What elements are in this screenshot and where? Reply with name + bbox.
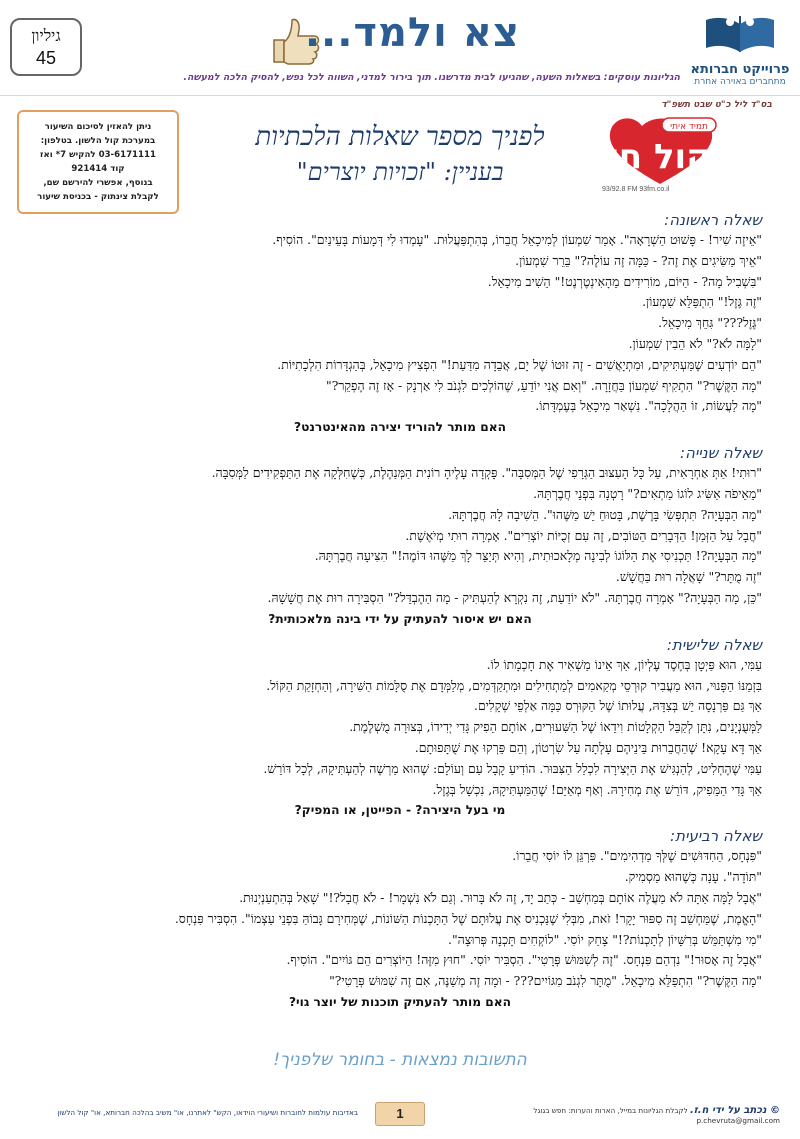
section-question: האם יש איסור להעתיק על ידי בינה מלאכותית?: [268, 611, 532, 626]
heading-line-2: בעניין: "זכויות יוצרים": [296, 158, 504, 186]
text-line: בִּזְמַנּוֹ הַפָּנוּי, הוּא מַעֲבִיר קוּרְסֵי מְקַאמִים לְמַתְחִילִים וּמִתְקַדְּמִים, מְלַמְּדָם אֶת סֻלָּמוֹת הַשִּׁירָה, וְהַחְזָקַת הַקּוֹל.: [266, 677, 762, 693]
kol-chai-name: קול חי: [608, 137, 712, 177]
text-line: "כֵּן, מָה הַבְּעָיָה?" אָמְרָה חֲבֶרְתָּהּ. "לֹא יוֹדַעַת, זֶה נִקְרָא לְהַעְתִּיק - מָה הַהֶבְדֵּל?" הִסְבִּירָה רוּת אֶת חֲשָׁשָׁהּ.: [267, 589, 762, 605]
text-line: "מָה לַעֲשׂוֹת, זוֹ הַהֲלָכָה". נִשְׁאַר מִיכָאֵל בְּעֶמְדָּתוֹ.: [535, 398, 762, 414]
text-line: "פִּנְחָס, הַחִדּוּשִׁים שֶׁלְּךָ מַדְהִימִים". פִּרְגֵּן לוֹ יוֹסִי חֲבֵרוֹ.: [512, 848, 762, 864]
text-line: עַמִּי שֶׁהֶחְלִיט, לְהַנְגִּישׁ אֶת הַיְּצִירָה לִכְלַל הַצִּבּוּר. הוֹדִיעַ קָבָל עַם וְעוֹלָם: שֶׁהוּא מַרְשֶׁה לְהַעְתִּיקָהּ, לְכָל דּוֹרֵשׁ.: [263, 760, 762, 776]
text-line: "הֵם יוֹדְעִים שֶׁמַּעְתִּיקִים, וּמִתְיָאֲשִׁים - זֶה זוּטוֹ שֶׁל יָם, אֲבֵדָה מִדַּעַת!" הִפְצִיץ מִיכָאֵל, בְּהַגְדָּרוֹת הִלְכָתִיּוֹת.: [277, 356, 762, 372]
section-question: האם מותר להוריד יצירה מהאינטרנט?: [294, 420, 506, 435]
text-line: "מָה הַבְּעָיָה?! תַּכְנִיסִי אֶת הַלּוֹגוֹ לְבִינָה מְלָאכוּתִית, וְהִיא תְּיַצֵּר לָךְ מַשֶּׁהוּ דּוֹמֶה!" הִצִּיעָה חֲבֶרְתָּהּ.: [314, 548, 762, 564]
question-section-1: [38, 210, 762, 437]
audio-info-box: [17, 110, 179, 214]
text-line: "תּוֹדָה". עָנָה כְּשֶׁהוּא מַסְמִיק.: [624, 869, 762, 885]
question-section-3: [38, 635, 762, 821]
footer: [0, 1100, 800, 1139]
text-line: אַךְ גַּם פַּרְנָסָה יֵשׁ בְּצִדָּהּ, עֲלוּתוֹ שֶׁל הַקּוּרְס כַּמָּה אַלְפֵי שְׁקָלִים.: [474, 698, 762, 714]
text-line: "אֵיךְ מַשִּׂיגִים אֶת זֶה? - כַּמָּה זֶה עוֹלֶה?" בֵּרֵר שִׁמְעוֹן.: [515, 252, 762, 268]
text-line: "מָה הַקֶּשֶׁר?" הִתְפַּלֵּא מִיכָאֵל. "מֻתָּר לִגְנֹב מִגּוֹיִים??? - וּמָה זֶה מְשַׁנֶּה, אִם זֶה שִׁמּוּשׁ פְּרָטִי?": [329, 973, 762, 989]
text-line: "אֲבָל זֶה אָסוּר!" נִדְהַם פִּנְחָס. "זֶה לְשִׁמּוּשׁ פְּרָטִי". הִסְבִּיר יוֹסִי. "חוּץ מִזֶּה! הַיּוֹצְרִים הֵם גּוֹיִים". הוֹסִיף.: [286, 952, 762, 968]
text-line: "גֶּזֶל???" גִּחֵךְ מִיכָאֵל.: [658, 315, 762, 331]
issue-number: 45: [35, 48, 57, 68]
answers-note: התשובות נמצאות - בחומר שלפניך!: [273, 1050, 527, 1070]
text-line: "זֶה מֻתָּר?" שָׁאֲלָה רוּת בַּחֲשָׁשׁ.: [615, 569, 762, 585]
text-line: "מָה הַבְּעָיָה? תִּתְפְּשִׂי בָּרֶשֶׁת, בָּטוּחַ יֵשׁ מַשֶּׁהוּ". הֵשִׁיבָה לָהּ חֲבֶרְתָּהּ.: [448, 506, 762, 522]
heading-line-1: לפניך מספר שאלות הלכתיות: [255, 122, 545, 152]
header: [0, 0, 800, 96]
text-line: לַמְּעֻנְיָנִים, נִתָּן לְקַבֵּל הַקְלָטוֹת וִידֵאוֹ שֶׁל הַשִּׁעוּרִים, אוֹתָם הֵפִיק גָּדִי יְדִידוֹ, בְּצוּרָה מֻשְׁלֶמֶת.: [349, 719, 762, 735]
issue-label: גיליון: [31, 26, 61, 45]
text-line: עַמִּי, הוּא פַּיְטָן בְּחֶסֶד עֶלְיוֹן, אַךְ אֵינוֹ מַשְׁאִיר אֶת חָכְמָתוֹ לוֹ.: [486, 656, 762, 672]
question-section-2: [38, 443, 762, 629]
section-question: האם מותר להעתיק תוכנות של יוצר גוי?: [288, 994, 512, 1009]
kol-chai-logo: [602, 112, 720, 198]
header-subtitle: הגליונות עוסקים: בשאלות השעה, שהגיעו לבית מדרשנו. תוך בירור למדני, השווה לכל נפש, להסיק הלכה למעשה.: [183, 72, 680, 83]
kol-chai-heart-icon: [602, 112, 720, 186]
open-book-icon: [702, 12, 778, 56]
section-title: שאלה שנייה:: [680, 444, 762, 463]
footer-copyright: [450, 1106, 780, 1126]
text-line: "אֵיזֶה שִׁיר! - פָּשׁוּט הַשְׁרָאָה". אָמַר שִׁמְעוֹן לְמִיכָאֵל חֲבֵרוֹ, בְּהִתְפַּעֲלוּת. "עָמְדוּ לִי דְּמָעוֹת בָּעֵינַיִם". הוֹסִיף.: [272, 232, 762, 247]
text-line: "חֲבָל עַל הַזְּמַן! הַדְּבָרִים הַטּוֹבִים, זֶה עִם זְכֻיּוֹת יוֹצְרִים". אָמְרָה רוּתִי מְיֹאֶשֶׁת.: [405, 527, 762, 543]
section-question: מי בעל היצירה? - הפייטן, או המפיק?: [294, 803, 506, 818]
page-number: 1: [375, 1102, 425, 1126]
chevruta-logo: [690, 12, 790, 90]
info-line: במערכת קול הלשון. בטלפון:: [40, 136, 156, 146]
text-line: "הָאֱמֶת, שֶׁמַּחְשֵׁב זֶה סִפּוּר יָקָר! זֹאת, מִבְּלִי שֶׁנַּכְנִיס אֶת עֲלוּתָם שֶׁל הַתָּכְנוֹת הַשּׁוֹנוֹת, שֶׁמְּחִירָם גָּבוֹהַּ בִּפְנֵי עַצְמוֹ". הִסְבִּיר פִּנְחָס.: [174, 910, 762, 926]
text-line: "זֶה גֶּזֶל!" הִתְפַּלֵּא שִׁמְעוֹן.: [642, 294, 762, 310]
logo-name: פרוייקט חברותא: [690, 62, 790, 77]
text-line: "רוּתִי! אַתְּ אַחְרָאִית, עַל כָּל הָעִצּוּב הַגְּרָפִי שֶׁל הַמְּסִבָּה". פָּקְדָה עָלֶיהָ רוֹנִית הַמְּנַהֶלֶת, כְּשֶׁחִלְּקָה אֶת הַתַּפְקִידִים לַמְּסִבָּה.: [211, 465, 762, 481]
section-title: שאלה שלישית:: [666, 635, 762, 654]
copyright-contact[interactable]: לקבלת הגליונות במייל, הארות והערות: חפש בגוגל p.chevruta@gmail.com: [533, 1106, 780, 1125]
text-line: "מֵאֵיפֹה אַשִּׂיג לוֹגוֹ מַתְאִים?" רָטְנָה בִּפְנֵי חֲבֶרְתָּהּ.: [533, 485, 762, 501]
kol-chai-slogan: תמיד איתי: [670, 122, 708, 132]
footer-links[interactable]: באדיבות עולמות לחוברות ושיעורי הוידאו, הקש" לאתרנו, או" משיב בהלכה חברותא, או" קול הלשון: [57, 1108, 358, 1117]
text-line: "מָה הַקֶּשֶׁר?" הִתְקִיף שִׁמְעוֹן בַּחֲזָרָה. "וְאִם אֲנִי יוֹדֵעַ, שֶׁהוֹלְכִים לִגְנֹב לִי אַרְנָק - אָז זֶה הֶפְקֵר?": [326, 377, 762, 393]
text-line: אַךְ גָּדִי הַמֵּפִיק, דּוֹרֵשׁ אֶת מְחִירָהּ. וְאַף מְאַיֵּם! שֶׁהַמַּעְתִּיקָהּ, נִכְשָׁל בְּגֶזֶל.: [432, 781, 762, 797]
question-section-4: [38, 826, 762, 1012]
main-heading: [220, 120, 580, 190]
section-title: שאלה רביעית:: [670, 827, 762, 846]
logo-tagline: מתחברים באוירה אחרת: [694, 77, 786, 87]
questions-content: [38, 204, 762, 1018]
copyright-author: © נכתב על ידי ח.ז.: [690, 1105, 780, 1116]
title-area: [260, 8, 520, 70]
info-line: 03-6171111 להקיש 7* ואז: [40, 150, 156, 160]
issue-badge: [10, 18, 82, 76]
text-line: "לָמָּה לֹא?" לֹא הֵבִין שִׁמְעוֹן.: [628, 335, 762, 351]
section-title: שאלה ראשונה:: [664, 211, 762, 229]
text-line: "בִּשְׁבִיל מָה? - הַיּוֹם, מוֹרִידִים מֵהָאִינְטֶרְנֶט!" הֵשִׁיב מִיכָאֵל.: [487, 273, 762, 289]
text-line: "אֲבָל לָמָּה אַתָּה לֹא מַעֲלֶה אוֹתָם בְּמַחְשֵׁב - כְּתַב יָד, זֶה לֹא בָּרוּר. וְגַם לֹא נִשְׁמָר! - לֹא חֲבָל?!" שָׁאַל בְּהִתְעַנְיְנוּת.: [239, 889, 762, 905]
info-line: קוד 921414: [71, 164, 125, 174]
info-line: בנוסף, אפשרי להירשם שם,: [43, 178, 153, 188]
hebrew-date: בס"ד ליל כ"ט שבט תשפ"ד: [661, 100, 772, 110]
kol-chai-frequency: 93/92.8 FM 93fm.co.il: [602, 186, 670, 193]
text-line: "מִי מִשְׁתַּמֵּשׁ בְּרִשָּׁיוֹן לְתָכְנוֹת?!" צָחַק יוֹסִי. "לוֹקְחִים תָּכְנָה פְּרוּצָה".: [448, 931, 762, 947]
text-line: אַךְ דָּא עָקָא! שֶׁהַחֲבֵרוּת בֵּינֵיהֶם עָלְתָה עַל שִׂרְטוֹן, וְהֵם פֵּרְקוּ אֶת שֻׁתָּפוּתָם.: [414, 739, 762, 755]
info-line: ניתן להאזין לסיכום השיעור: [44, 122, 152, 132]
info-line: לקבלת צינתוק - בכניסת שיעור: [37, 192, 159, 202]
page-title: צא ולמד...: [304, 10, 520, 56]
